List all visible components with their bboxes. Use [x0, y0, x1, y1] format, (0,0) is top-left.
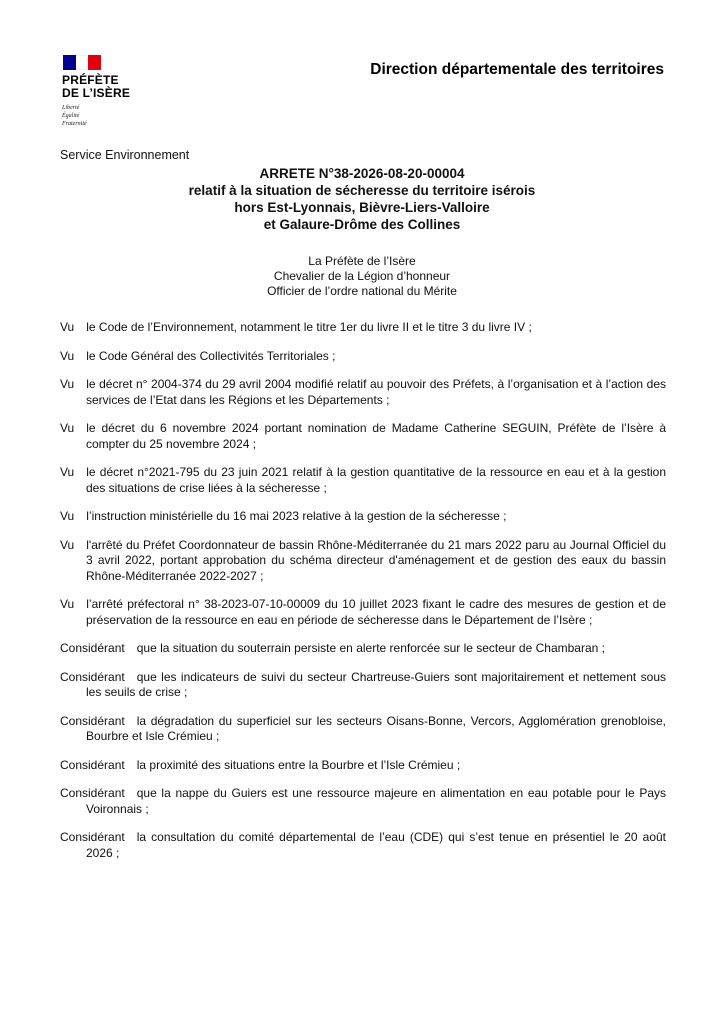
org-line-2: DE L’ISÈRE: [62, 86, 131, 100]
service-name: Service Environnement: [60, 148, 190, 162]
clause-keyword: Considérant: [60, 669, 125, 684]
clause-keyword: Vu: [60, 421, 75, 435]
clause-text: la consultation du comité départemental de l’eau (CDE) qui s’est tenue en présentiel le 20 août 2026 ;: [86, 830, 666, 860]
clause-keyword: Considérant: [60, 786, 125, 800]
direction-title: Direction départementale des territoires: [370, 61, 664, 78]
authority-line: Chevalier de la Légion d’honneur: [273, 269, 451, 283]
clause-text: la dégradation du superficiel sur les secteurs Oisans-Bonne, Vercors, Agglomération grenobloise, Bourbre et Isle Crémieu ;: [86, 713, 666, 743]
motto-line: Fraternité: [62, 121, 87, 127]
considerant-clause: [60, 641, 666, 657]
clause-text: l’arrêté préfectoral n° 38-2023-07-10-00009 du 10 juillet 2023 fixant le cadre des mesures de gestion et de préservation de la ressource en eau en période de sécheresse dans le Département de l’Isère ;: [86, 597, 666, 627]
clause-text: que la nappe du Guiers est une ressource majeure en alimentation en eau potable pour le Pays Voironnais ;: [86, 786, 666, 816]
considerant-clause: [60, 714, 666, 745]
title-line: et Galaure-Drôme des Collines: [263, 217, 461, 232]
authority-block: [60, 254, 664, 299]
considerant-clause: [60, 786, 666, 817]
clause-text: la proximité des situations entre la Bourbre et l’Isle Crémieu ;: [136, 757, 461, 772]
clause-text: le décret n°2021-795 du 23 juin 2021 relatif à la gestion quantitative de la ressource en eau et à la gestion des situations de crise liées à la sécheresse ;: [86, 465, 666, 495]
title-line: hors Est-Lyonnais, Bièvre-Liers-Valloire: [234, 200, 490, 215]
org-name: [62, 74, 162, 100]
motto-line: Égalité: [62, 113, 80, 119]
authority-line: Officier de l’ordre national du Mérite: [267, 284, 457, 298]
vu-clause: [60, 538, 666, 585]
vu-clause: [60, 349, 666, 365]
clause-keyword: Vu: [60, 377, 75, 391]
vu-clause: [60, 465, 666, 496]
vu-clause: [60, 597, 666, 628]
clause-keyword: Vu: [60, 597, 75, 611]
clause-keyword: Vu: [60, 537, 75, 552]
considerant-clause: [60, 670, 666, 701]
clause-text: le décret du 6 novembre 2024 portant nomination de Madame Catherine SEGUIN, Préfète de l’Isère à compter du 25 novembre 2024 ;: [86, 421, 666, 451]
org-line-1: PRÉFÈTE: [62, 73, 119, 87]
french-flag-icon: [63, 55, 101, 70]
clause-text: le Code de l’Environnement, notamment le titre 1er du livre II et le titre 3 du livre IV ;: [86, 320, 532, 334]
clause-keyword: Vu: [60, 320, 75, 334]
prefecture-logo: [62, 55, 162, 128]
clause-text: l’instruction ministérielle du 16 mai 2023 relative à la gestion de la sécheresse ;: [86, 509, 507, 523]
clause-keyword: Vu: [60, 348, 75, 363]
clause-text: l'arrêté du Préfet Coordonnateur de bassin Rhône-Méditerranée du 21 mars 2022 paru au Journal Officiel du 3 avril 2022, portant approbation du schéma directeur d'aménagement et de gestion des eaux du bassin Rhône-Méditerranée 2022-2027 ;: [86, 537, 666, 583]
title-line: ARRETE N°38-2026-08-20-00004: [259, 166, 465, 181]
vu-clause: [60, 421, 666, 452]
clause-text: le décret n° 2004-374 du 29 avril 2004 modifié relatif au pouvoir des Préfets, à l’organisation et à l’action des services de l’Etat dans les Régions et les Départements ;: [86, 377, 666, 407]
considerant-clause: [60, 830, 666, 861]
authority-line: La Préfète de l’Isère: [308, 254, 416, 268]
motto: [62, 104, 162, 128]
clauses-list: [60, 320, 666, 874]
clause-text: le Code Général des Collectivités Territoriales ;: [86, 348, 336, 363]
vu-clause: [60, 509, 666, 525]
vu-clause: [60, 320, 666, 336]
title-line: relatif à la situation de sécheresse du territoire isérois: [188, 183, 536, 198]
clause-keyword: Vu: [60, 509, 75, 523]
vu-clause: [60, 377, 666, 408]
clause-text: que les indicateurs de suivi du secteur Chartreuse-Guiers sont majoritairement et nettement sous les seuils de crise ;: [86, 669, 666, 699]
clause-keyword: Considérant: [60, 757, 125, 772]
motto-line: Liberté: [62, 105, 80, 111]
clause-keyword: Considérant: [60, 830, 125, 844]
clause-keyword: Vu: [60, 465, 75, 479]
clause-keyword: Considérant: [60, 713, 125, 728]
clause-text: que la situation du souterrain persiste en alerte renforcée sur le secteur de Chambaran ;: [136, 641, 605, 655]
decree-title: [60, 165, 664, 233]
considerant-clause: [60, 758, 666, 774]
clause-keyword: Considérant: [60, 641, 125, 655]
